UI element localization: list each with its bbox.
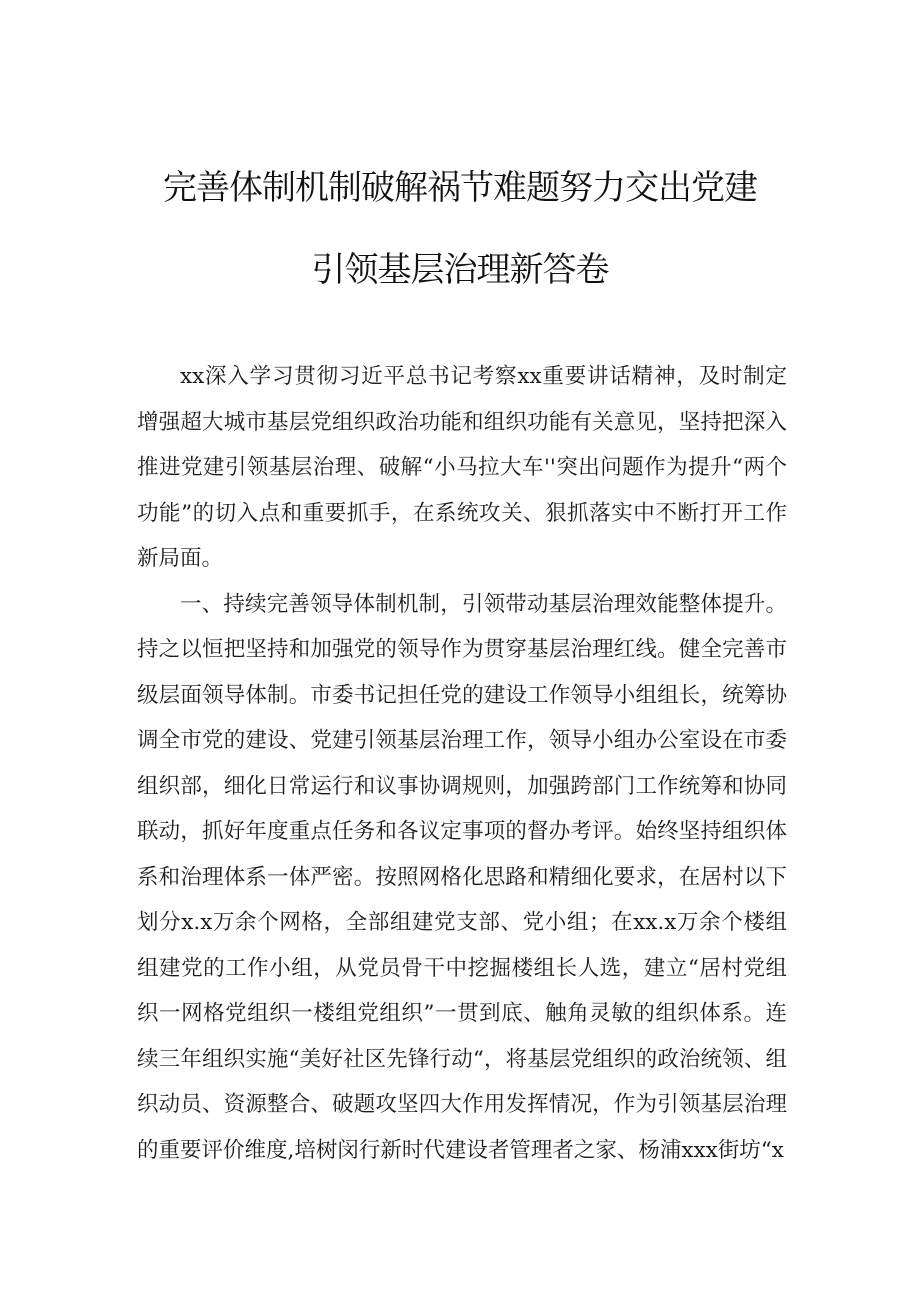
paragraph-section-1: 一、持续完善领导体制机制，引领带动基层治理效能整体提升。持之以恒把坚持和加强党的领导作为贯穿基层治理红线。健全完善市级层面领导体制。市委书记担任党的建设工作领导小组组长，统筹协调全市党的建设、党建引领基层治理工作，领导小组办公室设在市委组织部，细化日常运行和议事协调规则，加强跨部门工作统筹和协同联动，抓好年度重点任务和各议定事项的督办考评。始终坚持组织体系和治理体系一体严密。按照网格化思路和精细化要求，在居村以下划分x.x万余个网格，全部组建党支部、党小组；在xx.x万余个楼组组建党的工作小组，从党员骨干中挖掘楼组长人选，建立“居村党组织一网格党组织一楼组党组织”一贯到底、触角灵敏的组织体系。连续三年组织实施“美好社区先锋行动“，将基层党组织的政治统领、组织动员、资源整合、破题攻坚四大作用发挥情况，作为引领基层治理的重要评价维度,培树闵行新时代建设者管理者之家、杨浦xxx街坊“x	[137, 591, 787, 1163]
document-title-line-1: 完善体制机制破解祸节难题努力交出党建	[163, 168, 757, 208]
paragraph-intro: xx深入学习贯彻习近平总书记考察xx重要讲话精神，及时制定增强超大城市基层党组织政治功能和组织功能有关意见，坚持把深入推进党建引领基层治理、破解“小马拉大车''突出问题作为提升“两个功能”的切入点和重要抓手，在系统攻关、狠抓落实中不断打开工作新局面。	[137, 364, 787, 571]
document-body	[137, 354, 787, 1173]
document-title-line-2: 引领基层治理新答卷	[311, 250, 609, 290]
